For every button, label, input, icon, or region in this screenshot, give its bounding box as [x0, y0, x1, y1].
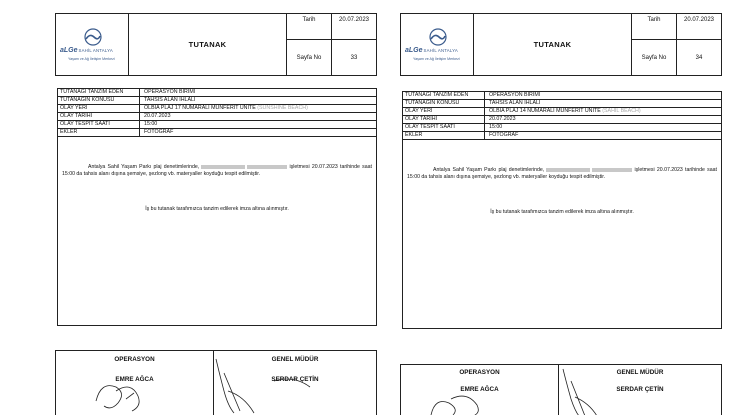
wave-logo-icon: [84, 28, 102, 46]
info-row: EKLER FOTOĞRAF: [58, 129, 376, 137]
info-table: [403, 92, 721, 140]
handwritten-signature-icon: [214, 351, 378, 415]
signature-operasyon: OPERASYON EMRE AĞCA: [56, 351, 214, 415]
page-number-label: Sayfa No: [287, 40, 332, 75]
info-row: OLAY TESPİT SAATİ 15:00: [403, 124, 721, 132]
date-label: Tarih: [287, 14, 332, 39]
document-body: [402, 91, 722, 329]
header-meta: [632, 14, 721, 75]
report-paragraph: Antalya Sahil Yaşam Parkı plaj denetimlerinde, işletmesi 20.07.2023 tarihinde saat 15:00 da tahsis alanı dışına şemsiye, şezlong vb. materyaller koyduğu tespit edilmiştir.: [407, 167, 717, 180]
document-title: TUTANAK: [474, 14, 632, 75]
info-row: TUTANAĞI TANZİM EDEN OPERASYON BİRİMİ: [403, 92, 721, 100]
redacted-text: [546, 168, 590, 172]
redacted-text: [201, 165, 245, 169]
handwritten-signature-icon: [401, 365, 559, 415]
handwritten-signature-icon: [559, 365, 723, 415]
info-row: OLAY TARİHİ 20.07.2023: [403, 116, 721, 124]
date-label: Tarih: [632, 14, 677, 39]
page-number-value: 33: [350, 54, 358, 61]
date-value: 20.07.2023: [683, 17, 715, 23]
document-header: [55, 13, 377, 76]
logo-brand: aLGeSAHİL ANTALYA: [60, 47, 113, 54]
redacted-text: [592, 168, 632, 172]
alge-logo: [401, 14, 474, 75]
signature-note: İş bu tutanak tarafımızca tanzim edilerek imza altına alınmıştır.: [145, 206, 289, 212]
alge-logo: [56, 14, 129, 75]
header-meta: [287, 14, 376, 75]
info-row: OLAY YERİ OLBİA PLAJ 14 NUMARALI MÜNFERİT ÜNİTE (SAHİL BEACH): [403, 108, 721, 116]
signature-block: [55, 350, 377, 415]
signature-genel-mudur: GENEL MÜDÜR SERDAR ÇETİN: [559, 365, 721, 415]
page-number-value: 34: [695, 54, 703, 61]
document-body: [57, 88, 377, 326]
handwritten-signature-icon: [56, 351, 214, 415]
report-paragraph: Antalya Sahil Yaşam Parkı plaj denetimlerinde, işletmesi 20.07.2023 tarihinde saat 15:00 da tahsis alanı dışına şemsiye, şezlong vb. materyaller koyduğu tespit edilmiştir.: [62, 164, 372, 177]
date-value: 20.07.2023: [338, 17, 370, 23]
info-row: OLAY YERİ OLBİA PLAJ 17 NUMARALI MÜNFERİT ÜNİTE (SUNSHINE BEACH): [58, 105, 376, 113]
signature-genel-mudur: GENEL MÜDÜR SERDAR ÇETİN: [214, 351, 376, 415]
page-number-label: Sayfa No: [632, 40, 677, 75]
document-title: TUTANAK: [129, 14, 287, 75]
signature-operasyon: OPERASYON EMRE AĞCA: [401, 365, 559, 415]
info-row: TUTANAĞIN KONUSU TAHSİS ALAN İHLALİ: [403, 100, 721, 108]
info-table: [58, 89, 376, 137]
info-row: TUTANAĞIN KONUSU TAHSİS ALAN İHLALİ: [58, 97, 376, 105]
logo-tagline: Yaşam ve Ağ İletişim Merkezi: [413, 57, 460, 61]
redacted-text: [247, 165, 287, 169]
tutanak-document-1: [55, 0, 377, 415]
wave-logo-icon: [429, 28, 447, 46]
tutanak-document-2: [400, 0, 722, 415]
logo-brand: aLGeSAHİL ANTALYA: [405, 47, 458, 54]
logo-tagline: Yaşam ve Ağ İletişim Merkezi: [68, 57, 115, 61]
info-row: TUTANAĞI TANZİM EDEN OPERASYON BİRİMİ: [58, 89, 376, 97]
info-row: EKLER FOTOĞRAF: [403, 132, 721, 140]
signature-block: [400, 364, 722, 415]
signature-note: İş bu tutanak tarafımızca tanzim edilerek imza altına alınmıştır.: [490, 209, 634, 215]
info-row: OLAY TESPİT SAATİ 15:00: [58, 121, 376, 129]
document-header: [400, 13, 722, 76]
info-row: OLAY TARİHİ 20.07.2023: [58, 113, 376, 121]
